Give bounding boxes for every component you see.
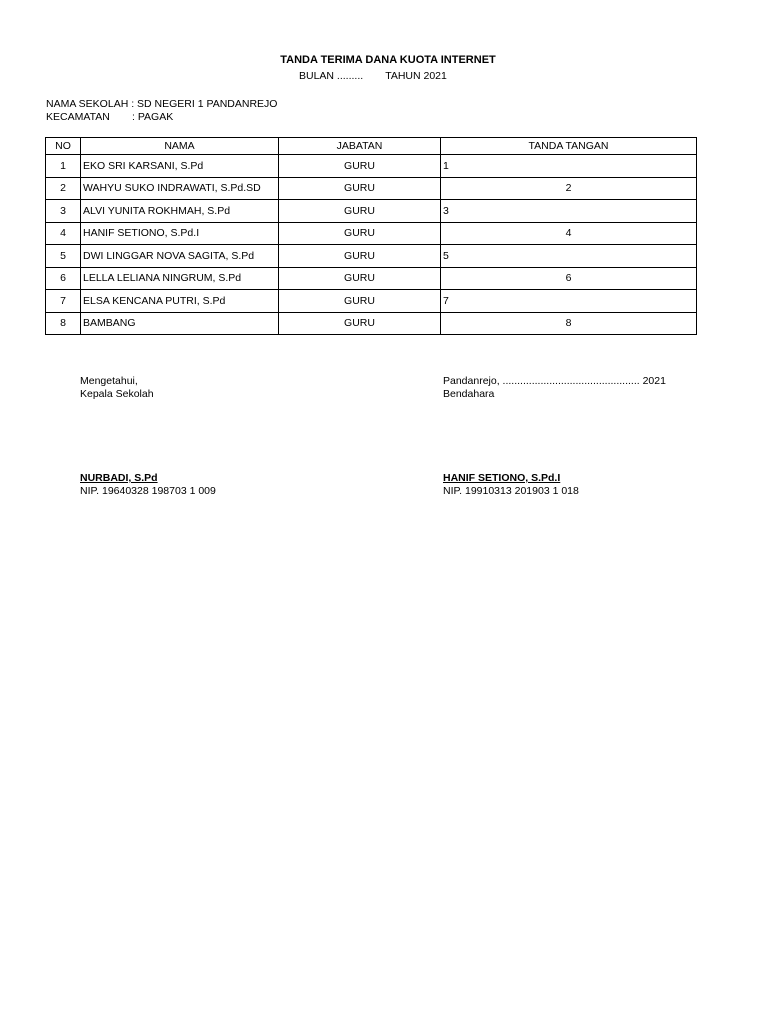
- bulan-label: BULAN .........: [299, 70, 364, 82]
- cell-nama: DWI LINGGAR NOVA SAGITA, S.Pd: [81, 245, 279, 268]
- cell-no: 1: [46, 155, 81, 178]
- table-row: [46, 177, 697, 200]
- cell-nama: BAMBANG: [81, 312, 279, 335]
- cell-no: 8: [46, 312, 81, 335]
- cell-signature: 8: [441, 312, 697, 335]
- col-nama-header: NAMA: [81, 138, 279, 155]
- table-row: [46, 222, 697, 245]
- cell-jabatan: GURU: [279, 200, 441, 223]
- bendahara-nip: NIP. 19910313 201903 1 018: [443, 485, 579, 497]
- table-row: [46, 290, 697, 313]
- right-signatory: [443, 472, 579, 498]
- table-row: [46, 267, 697, 290]
- cell-jabatan: GURU: [279, 222, 441, 245]
- cell-signature: 7: [441, 290, 697, 313]
- table-row: [46, 312, 697, 335]
- kepala-sekolah-nip: NIP. 19640328 198703 1 009: [80, 485, 216, 497]
- col-jabatan-header: JABATAN: [279, 138, 441, 155]
- place-date-line: Pandanrejo, ............................................... 2021: [443, 375, 666, 387]
- table-header-row: [46, 138, 697, 155]
- right-signature-block: [443, 375, 666, 401]
- recipient-table: [45, 137, 697, 335]
- cell-nama: WAHYU SUKO INDRAWATI, S.Pd.SD: [81, 177, 279, 200]
- cell-signature: 5: [441, 245, 697, 268]
- left-signatory: [80, 472, 216, 498]
- cell-signature: 2: [441, 177, 697, 200]
- cell-jabatan: GURU: [279, 177, 441, 200]
- cell-no: 6: [46, 267, 81, 290]
- cell-signature: 4: [441, 222, 697, 245]
- cell-jabatan: GURU: [279, 155, 441, 178]
- tahun-label: TAHUN 2021: [385, 70, 447, 82]
- table-row: [46, 200, 697, 223]
- cell-jabatan: GURU: [279, 290, 441, 313]
- period-line: [299, 70, 447, 82]
- cell-no: 4: [46, 222, 81, 245]
- table-row: [46, 155, 697, 178]
- cell-no: 7: [46, 290, 81, 313]
- kepala-sekolah-name: NURBADI, S.Pd: [80, 472, 158, 484]
- cell-nama: HANIF SETIONO, S.Pd.I: [81, 222, 279, 245]
- cell-no: 2: [46, 177, 81, 200]
- col-no-header: NO: [46, 138, 81, 155]
- cell-jabatan: GURU: [279, 267, 441, 290]
- mengetahui-label: Mengetahui,: [80, 375, 138, 387]
- cell-signature: 6: [441, 267, 697, 290]
- cell-nama: EKO SRI KARSANI, S.Pd: [81, 155, 279, 178]
- table-row: [46, 245, 697, 268]
- kecamatan-line: [46, 111, 173, 123]
- document-title: TANDA TERIMA DANA KUOTA INTERNET: [280, 54, 496, 66]
- cell-no: 3: [46, 200, 81, 223]
- bendahara-label: Bendahara: [443, 388, 495, 400]
- cell-jabatan: GURU: [279, 312, 441, 335]
- cell-jabatan: GURU: [279, 245, 441, 268]
- cell-nama: LELLA LELIANA NINGRUM, S.Pd: [81, 267, 279, 290]
- left-signature-block: [80, 375, 154, 401]
- kecamatan-value: : PAGAK: [132, 111, 174, 123]
- kecamatan-label: KECAMATAN: [46, 111, 110, 123]
- bendahara-name: HANIF SETIONO, S.Pd.I: [443, 472, 561, 484]
- cell-nama: ELSA KENCANA PUTRI, S.Pd: [81, 290, 279, 313]
- kepala-sekolah-label: Kepala Sekolah: [80, 388, 154, 400]
- school-name-line: NAMA SEKOLAH : SD NEGERI 1 PANDANREJO: [46, 98, 278, 110]
- cell-signature: 3: [441, 200, 697, 223]
- col-ttd-header: TANDA TANGAN: [441, 138, 697, 155]
- cell-no: 5: [46, 245, 81, 268]
- cell-signature: 1: [441, 155, 697, 178]
- cell-nama: ALVI YUNITA ROKHMAH, S.Pd: [81, 200, 279, 223]
